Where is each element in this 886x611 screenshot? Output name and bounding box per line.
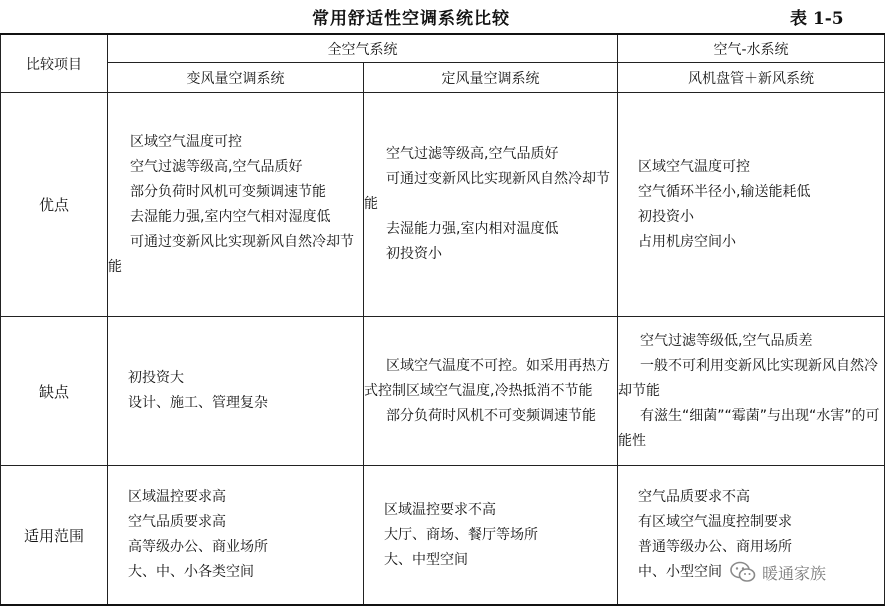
cell-fcu-disadvantages (618, 317, 885, 466)
cell-line: 空气品质要求高 (128, 514, 226, 530)
cell-line: 可通过变新风比实现新风自然冷却节能 (108, 233, 354, 275)
cell-line: 区域温控要求高 (128, 489, 226, 505)
cell-line: 大厅、商场、餐厅等场所 (384, 526, 538, 543)
cell-line: 设计、施工、管理复杂 (128, 395, 268, 411)
cell-line: 区域空气温度不可控。如采用再热方式控制区域空气温度,冷热抵消不节能 (364, 357, 610, 399)
watermark-text: 暖通家族 (762, 563, 827, 583)
cell-vav-advantages (108, 93, 364, 317)
row-disadvantages (1, 317, 885, 466)
cell-line: 部分负荷时风机可变频调速节能 (130, 183, 326, 200)
header-cav: 定风量空调系统 (364, 63, 618, 93)
table-title: 常用舒适性空调系统比较 (312, 9, 510, 29)
cell-cav-applicability (364, 466, 618, 606)
cell-cav-advantages (364, 93, 618, 317)
wechat-icon (730, 561, 756, 583)
cell-line: 一般不可利用变新风比实现新风自然冷却节能 (618, 357, 878, 399)
cell-line: 可通过变新风比实现新风自然冷却节能 (364, 171, 610, 212)
header-fcu: 风机盘管＋新风系统 (618, 63, 885, 93)
header-row-groups (1, 34, 885, 63)
cell-line: 区域温控要求不高 (384, 501, 496, 518)
row-label: 缺点 (1, 317, 108, 466)
cell-line: 占用机房空间小 (638, 233, 736, 250)
cell-line: 有滋生“细菌”“霉菌”与出现“水害”的可能性 (618, 407, 880, 449)
header-row-systems (1, 63, 885, 93)
cell-line: 初投资小 (386, 246, 442, 262)
cell-line: 大、中型空间 (384, 551, 468, 568)
cell-line: 大、中、小各类空间 (128, 564, 254, 580)
row-label: 适用范围 (1, 466, 108, 606)
table-caption (0, 0, 886, 34)
cell-line: 区域空气温度可控 (130, 133, 242, 150)
header-vav: 变风量空调系统 (108, 63, 364, 93)
cell-fcu-advantages (618, 93, 885, 317)
table-number: 表 1-5 (790, 9, 844, 29)
cell-line: 高等级办公、商业场所 (128, 539, 268, 555)
row-advantages (1, 93, 885, 317)
cell-line: 部分负荷时风机不可变频调速节能 (386, 407, 596, 424)
cell-line: 普通等级办公、商用场所 (638, 539, 792, 555)
cell-line: 有区域空气温度控制要求 (638, 514, 792, 530)
comparison-table (0, 33, 885, 606)
cell-line: 区域空气温度可控 (638, 158, 750, 175)
header-item: 比较项目 (1, 34, 108, 93)
row-label: 优点 (1, 93, 108, 317)
header-group-all-air: 全空气系统 (108, 34, 618, 63)
cell-line: 去湿能力强,室内空气相对湿度低 (130, 208, 331, 225)
cell-line: 初投资大 (128, 370, 184, 386)
cell-line: 去湿能力强,室内相对温度低 (386, 221, 559, 237)
cell-line: 空气过滤等级低,空气品质差 (640, 332, 813, 349)
cell-line: 初投资小 (638, 208, 694, 225)
cell-line: 中、小型空间 (638, 564, 722, 580)
cell-cav-disadvantages (364, 317, 618, 466)
cell-line: 空气过滤等级高,空气品质好 (386, 146, 559, 162)
cell-line: 空气过滤等级高,空气品质好 (130, 158, 303, 175)
header-group-air-water: 空气-水系统 (618, 34, 885, 63)
cell-line: 空气品质要求不高 (638, 489, 750, 505)
watermark (730, 558, 880, 586)
cell-vav-disadvantages (108, 317, 364, 466)
cell-vav-applicability (108, 466, 364, 606)
cell-line: 空气循环半径小,输送能耗低 (638, 183, 811, 200)
